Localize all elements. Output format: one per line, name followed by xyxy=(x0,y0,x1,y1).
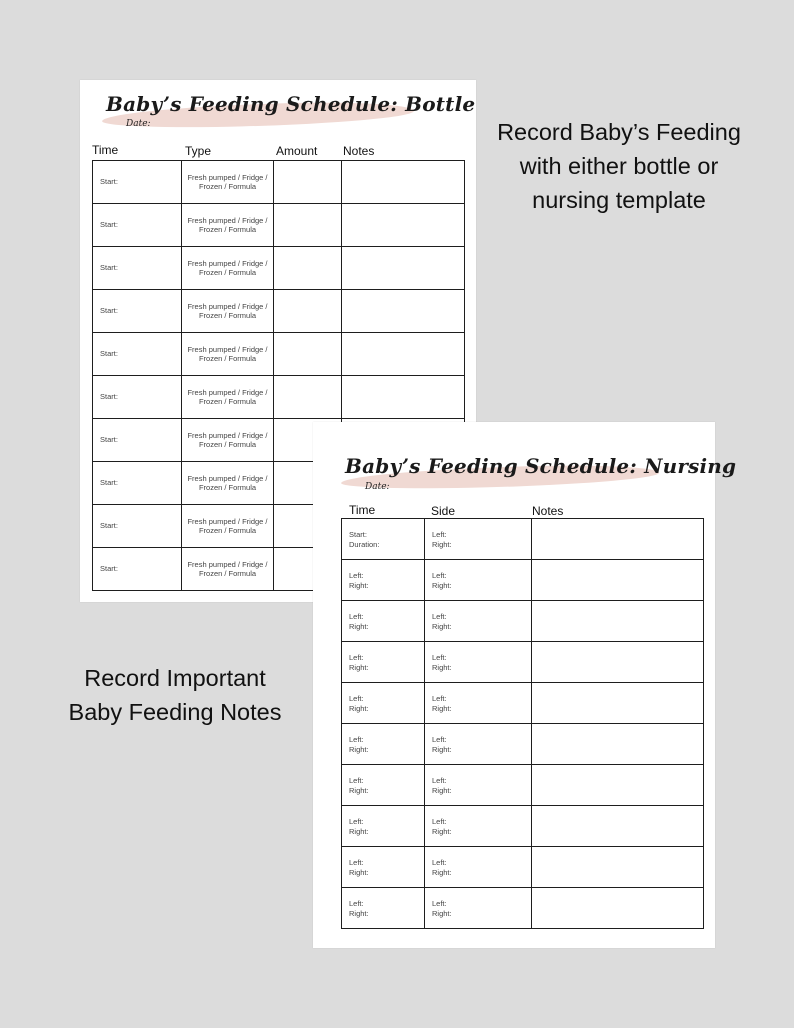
time-label-a: Left: xyxy=(349,612,364,621)
side-label-right: Right: xyxy=(432,539,452,549)
side-cell[interactable] xyxy=(425,888,532,929)
time-label-a: Left: xyxy=(349,694,364,703)
type-cell[interactable]: Fresh pumped / Fridge / Frozen / Formula xyxy=(182,204,274,247)
time-cell[interactable]: Start: xyxy=(93,548,182,591)
side-cell[interactable] xyxy=(425,560,532,601)
time-label-b: Right: xyxy=(349,785,369,795)
table-row xyxy=(93,333,465,376)
bottle-col-notes: Notes xyxy=(343,144,375,158)
time-label-b: Right: xyxy=(349,703,369,713)
side-label-right: Right: xyxy=(432,703,452,713)
table-row xyxy=(342,519,704,560)
notes-cell[interactable] xyxy=(342,247,465,290)
time-cell[interactable] xyxy=(342,683,425,724)
nursing-schedule-table xyxy=(341,518,704,929)
time-label-b: Duration: xyxy=(349,539,380,549)
time-cell[interactable] xyxy=(342,806,425,847)
time-label-b: Right: xyxy=(349,908,369,918)
side-label-left: Left: xyxy=(432,858,447,867)
time-cell[interactable] xyxy=(342,601,425,642)
notes-cell[interactable] xyxy=(342,290,465,333)
table-row xyxy=(93,376,465,419)
table-row xyxy=(342,806,704,847)
time-label-a: Left: xyxy=(349,735,364,744)
table-row xyxy=(342,724,704,765)
notes-cell[interactable] xyxy=(342,376,465,419)
side-label-right: Right: xyxy=(432,580,452,590)
bottle-col-time: Time xyxy=(92,143,119,157)
amount-cell[interactable] xyxy=(274,204,342,247)
table-row xyxy=(342,560,704,601)
bottle-sheet-title: Baby’s Feeding Schedule: Bottle xyxy=(106,92,476,116)
side-label-left: Left: xyxy=(432,653,447,662)
notes-cell[interactable] xyxy=(532,560,704,601)
time-label-a: Left: xyxy=(349,776,364,785)
caption-notes xyxy=(40,661,310,729)
caption-templates xyxy=(478,115,760,217)
time-cell[interactable] xyxy=(342,519,425,560)
time-cell[interactable] xyxy=(342,765,425,806)
type-cell[interactable]: Fresh pumped / Fridge / Frozen / Formula xyxy=(182,290,274,333)
time-label-b: Right: xyxy=(349,826,369,836)
time-cell[interactable] xyxy=(342,560,425,601)
nursing-col-notes: Notes xyxy=(532,504,564,518)
nursing-title-block xyxy=(341,450,737,494)
side-label-left: Left: xyxy=(432,817,447,826)
time-cell[interactable]: Start: xyxy=(93,419,182,462)
notes-cell[interactable] xyxy=(342,161,465,204)
notes-cell[interactable] xyxy=(532,888,704,929)
time-label-a: Start: xyxy=(349,530,367,539)
type-cell[interactable]: Fresh pumped / Fridge / Frozen / Formula xyxy=(182,161,274,204)
caption-line: nursing template xyxy=(532,187,706,213)
side-label-left: Left: xyxy=(432,735,447,744)
notes-cell[interactable] xyxy=(532,724,704,765)
side-label-right: Right: xyxy=(432,908,452,918)
type-cell[interactable]: Fresh pumped / Fridge / Frozen / Formula xyxy=(182,548,274,591)
time-label-a: Left: xyxy=(349,899,364,908)
time-label-b: Right: xyxy=(349,621,369,631)
bottle-col-type: Type xyxy=(185,144,212,158)
amount-cell[interactable] xyxy=(274,290,342,333)
bottle-title-block xyxy=(100,90,476,134)
side-label-right: Right: xyxy=(432,867,452,877)
time-cell[interactable]: Start: xyxy=(93,376,182,419)
amount-cell[interactable] xyxy=(274,247,342,290)
time-cell[interactable]: Start: xyxy=(93,333,182,376)
side-cell[interactable] xyxy=(425,601,532,642)
side-label-right: Right: xyxy=(432,621,452,631)
bottle-date-label: Date: xyxy=(126,119,151,129)
notes-cell[interactable] xyxy=(532,847,704,888)
bottle-col-amount: Amount xyxy=(276,144,318,158)
nursing-schedule-sheet xyxy=(313,422,737,948)
table-row xyxy=(342,683,704,724)
table-row xyxy=(342,765,704,806)
side-label-right: Right: xyxy=(432,826,452,836)
table-row xyxy=(342,601,704,642)
table-row xyxy=(342,847,704,888)
notes-cell[interactable] xyxy=(532,642,704,683)
notes-cell[interactable] xyxy=(532,806,704,847)
notes-cell[interactable] xyxy=(532,683,704,724)
time-label-b: Right: xyxy=(349,867,369,877)
time-label-a: Left: xyxy=(349,653,364,662)
notes-cell[interactable] xyxy=(532,765,704,806)
time-cell[interactable]: Start: xyxy=(93,290,182,333)
table-row xyxy=(93,204,465,247)
caption-line: with either bottle or xyxy=(519,153,719,179)
time-cell[interactable]: Start: xyxy=(93,505,182,548)
type-cell[interactable]: Fresh pumped / Fridge / Frozen / Formula xyxy=(182,333,274,376)
side-cell[interactable] xyxy=(425,765,532,806)
time-cell[interactable]: Start: xyxy=(93,161,182,204)
table-row xyxy=(93,161,465,204)
side-label-right: Right: xyxy=(432,744,452,754)
side-label-left: Left: xyxy=(432,571,447,580)
side-cell[interactable] xyxy=(425,724,532,765)
time-cell[interactable] xyxy=(342,642,425,683)
notes-cell[interactable] xyxy=(342,204,465,247)
side-cell[interactable] xyxy=(425,806,532,847)
caption-line: Record Important xyxy=(84,665,266,691)
type-cell[interactable]: Fresh pumped / Fridge / Frozen / Formula xyxy=(182,505,274,548)
side-cell[interactable] xyxy=(425,847,532,888)
side-label-left: Left: xyxy=(432,776,447,785)
time-cell[interactable]: Start: xyxy=(93,204,182,247)
side-label-left: Left: xyxy=(432,899,447,908)
time-label-b: Right: xyxy=(349,744,369,754)
type-cell[interactable]: Fresh pumped / Fridge / Frozen / Formula xyxy=(182,419,274,462)
time-cell[interactable] xyxy=(342,888,425,929)
notes-cell[interactable] xyxy=(342,333,465,376)
amount-cell[interactable] xyxy=(274,161,342,204)
nursing-col-side: Side xyxy=(431,504,456,518)
side-cell[interactable] xyxy=(425,642,532,683)
nursing-date-label: Date: xyxy=(365,482,390,492)
side-label-left: Left: xyxy=(432,694,447,703)
type-cell[interactable]: Fresh pumped / Fridge / Frozen / Formula xyxy=(182,247,274,290)
type-cell[interactable]: Fresh pumped / Fridge / Frozen / Formula xyxy=(182,376,274,419)
type-cell[interactable]: Fresh pumped / Fridge / Frozen / Formula xyxy=(182,462,274,505)
side-label-right: Right: xyxy=(432,662,452,672)
time-label-a: Left: xyxy=(349,571,364,580)
table-row xyxy=(342,888,704,929)
caption-line: Baby Feeding Notes xyxy=(68,699,282,725)
time-cell[interactable]: Start: xyxy=(93,462,182,505)
side-cell[interactable] xyxy=(425,683,532,724)
time-cell[interactable] xyxy=(342,847,425,888)
notes-cell[interactable] xyxy=(532,601,704,642)
time-label-b: Right: xyxy=(349,662,369,672)
notes-cell[interactable] xyxy=(532,519,704,560)
caption-line: Record Baby’s Feeding xyxy=(497,119,741,145)
table-row xyxy=(93,290,465,333)
side-label-left: Left: xyxy=(432,530,447,539)
side-label-right: Right: xyxy=(432,785,452,795)
time-cell[interactable]: Start: xyxy=(93,247,182,290)
time-cell[interactable] xyxy=(342,724,425,765)
time-label-b: Right: xyxy=(349,580,369,590)
time-label-a: Left: xyxy=(349,858,364,867)
side-label-left: Left: xyxy=(432,612,447,621)
amount-cell[interactable] xyxy=(274,333,342,376)
time-label-a: Left: xyxy=(349,817,364,826)
nursing-sheet-title: Baby’s Feeding Schedule: Nursing xyxy=(345,454,737,478)
nursing-col-time: Time xyxy=(349,503,376,517)
side-cell[interactable] xyxy=(425,519,532,560)
table-row xyxy=(93,247,465,290)
amount-cell[interactable] xyxy=(274,376,342,419)
table-row xyxy=(342,642,704,683)
